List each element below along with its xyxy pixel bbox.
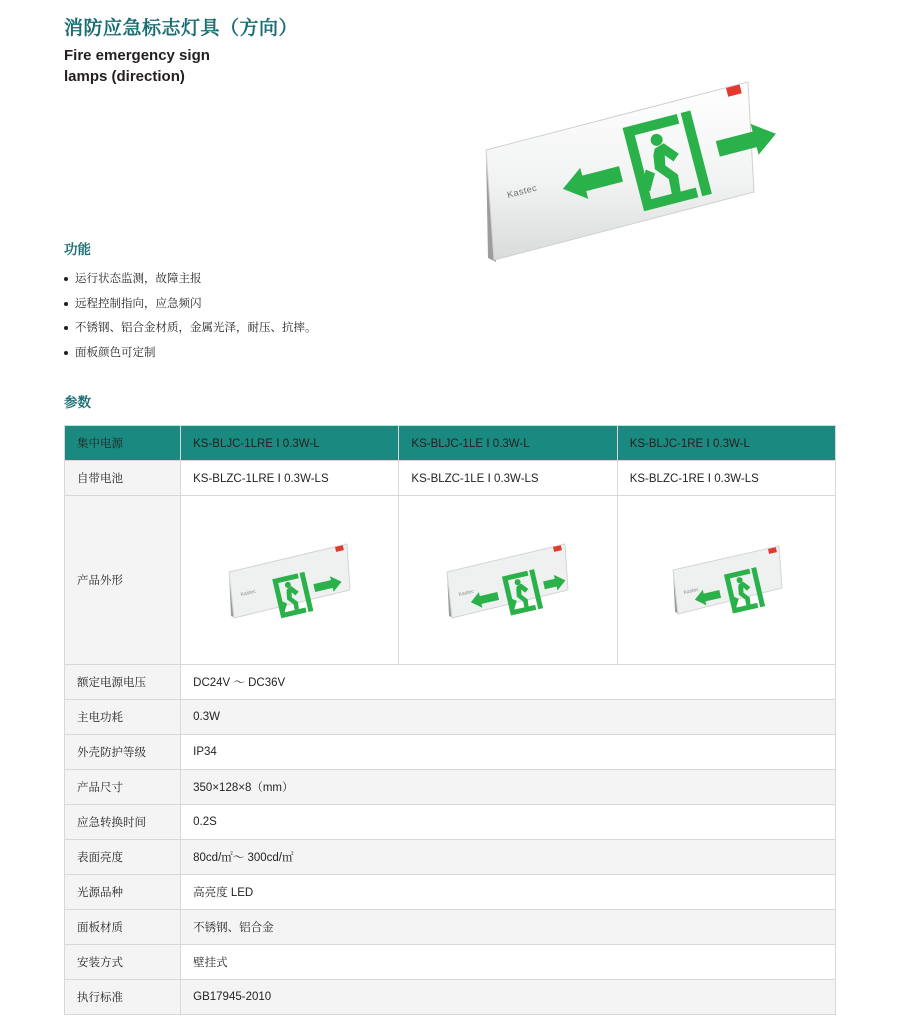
table-row-spec <box>65 840 836 875</box>
svg-text:Kastec: Kastec <box>505 182 539 200</box>
spec-label: 外壳防护等级 <box>65 735 181 770</box>
svg-text:Kastec: Kastec <box>683 586 700 596</box>
table-row-spec <box>65 875 836 910</box>
table-row-spec <box>65 980 836 1015</box>
spec-value: GB17945-2010 <box>181 980 836 1015</box>
svg-text:Kastec: Kastec <box>458 588 475 598</box>
spec-label: 表面亮度 <box>65 840 181 875</box>
feature-item: 远程控制指向，应急频闪 <box>64 297 836 313</box>
spec-value: 不锈钢、铝合金 <box>181 910 836 945</box>
spec-label: 产品尺寸 <box>65 770 181 805</box>
spec-label: 光源品种 <box>65 875 181 910</box>
table-row-spec <box>65 700 836 735</box>
row-label: 产品外形 <box>65 496 181 665</box>
spec-label: 额定电源电压 <box>65 665 181 700</box>
model-code-c: KS-BLJC-1RE Ⅰ 0.3W-L <box>617 426 835 461</box>
params-heading: 参数 <box>64 395 91 411</box>
feature-item: 面板颜色可定制 <box>64 346 836 362</box>
spec-table <box>64 425 836 1015</box>
table-row-spec <box>65 945 836 980</box>
model-code-a: KS-BLZC-1LRE Ⅰ 0.3W-LS <box>181 461 399 496</box>
model-code-b: KS-BLZC-1LE Ⅰ 0.3W-LS <box>399 461 617 496</box>
model-code-a: KS-BLJC-1LRE Ⅰ 0.3W-L <box>181 426 399 461</box>
row-label: 集中电源 <box>65 426 181 461</box>
spec-label: 主电功耗 <box>65 700 181 735</box>
page-title-en <box>64 45 324 89</box>
feature-item: 不锈钢、铝合金材质，金属光泽，耐压、抗摔。 <box>64 321 836 337</box>
spec-value: 0.2S <box>181 805 836 840</box>
table-row-spec <box>65 665 836 700</box>
spec-label: 应急转换时间 <box>65 805 181 840</box>
table-row-spec <box>65 805 836 840</box>
spec-label: 面板材质 <box>65 910 181 945</box>
spec-value: IP34 <box>181 735 836 770</box>
spec-value: 350×128×8（mm） <box>181 770 836 805</box>
table-row-spec <box>65 735 836 770</box>
table-row-spec <box>65 770 836 805</box>
spec-value: DC24V ～ DC36V <box>181 665 836 700</box>
table-row-spec <box>65 910 836 945</box>
table-row-product-shape <box>65 496 836 665</box>
table-row-centralized-power <box>65 426 836 461</box>
page-title-zh: 消防应急标志灯具（方向） <box>64 18 299 39</box>
page-title-en-line1: Fire emergency sign <box>64 46 210 64</box>
spec-value: 高亮度 LED <box>181 875 836 910</box>
spec-value: 80cd/㎡～ 300cd/㎡ <box>181 840 836 875</box>
features-list <box>64 272 836 361</box>
table-row-self-battery <box>65 461 836 496</box>
product-thumb-left-right <box>181 496 399 665</box>
model-code-c: KS-BLZC-1RE Ⅰ 0.3W-LS <box>617 461 835 496</box>
model-code-b: KS-BLJC-1LE Ⅰ 0.3W-L <box>399 426 617 461</box>
feature-item: 运行状态监测，故障主报 <box>64 272 836 288</box>
row-label: 自带电池 <box>65 461 181 496</box>
product-thumb-left-arrow <box>399 496 617 665</box>
hero-product-image <box>470 70 790 280</box>
svg-text:Kastec: Kastec <box>239 588 257 598</box>
page-title-en-line2: lamps (direction) <box>64 68 185 86</box>
product-thumb-left-only <box>617 496 835 665</box>
features-heading: 功能 <box>64 242 91 258</box>
spec-value: 0.3W <box>181 700 836 735</box>
spec-label: 安装方式 <box>65 945 181 980</box>
spec-label: 执行标准 <box>65 980 181 1015</box>
spec-value: 壁挂式 <box>181 945 836 980</box>
